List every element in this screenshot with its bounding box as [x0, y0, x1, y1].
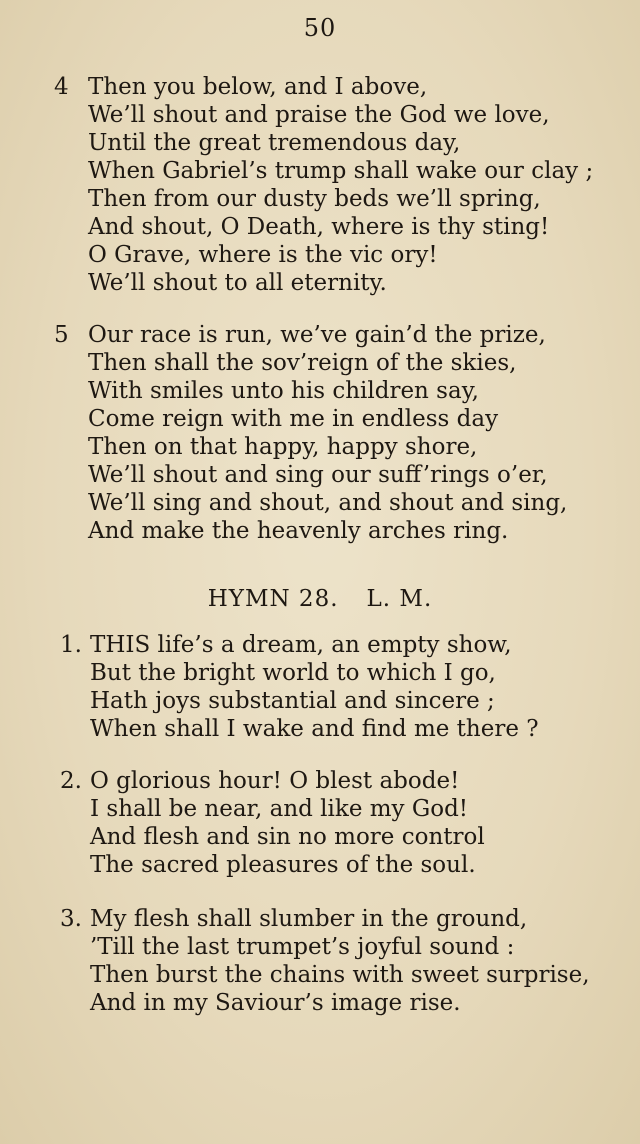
verse-line: When shall I wake and find me there ?	[90, 716, 539, 742]
verse-line: But the bright world to which I go,	[90, 660, 496, 686]
verse-line: And make the heavenly arches ring.	[88, 518, 509, 544]
verse-line: Until the great tremendous day,	[88, 130, 461, 156]
verse-line: Then shall the sov’reign of the skies,	[88, 350, 517, 376]
verse-line: Our race is run, we’ve gain’d the prize,	[88, 322, 546, 348]
verse-line: We’ll sing and shout, and shout and sing,	[88, 490, 568, 516]
verse-line: And shout, O Death, where is thy sting!	[88, 214, 550, 240]
stanza-number: 2.	[60, 768, 82, 794]
verse-line: Come reign with me in endless day	[88, 406, 499, 432]
hymn-title: HYMN 28.	[207, 586, 339, 612]
verse-line: Then you below, and I above,	[88, 74, 428, 100]
verse-line: My flesh shall slumber in the ground,	[90, 906, 528, 932]
verse-line: ’Till the last trumpet’s joyful sound :	[90, 934, 515, 960]
verse-line: We’ll shout to all eternity.	[88, 270, 387, 296]
verse-line: O Grave, where is the vic ory!	[88, 242, 438, 268]
verse-line: With smiles unto his children say,	[88, 378, 479, 404]
verse-line: O glorious hour! O blest abode!	[90, 768, 460, 794]
stanza-number: 3.	[60, 906, 82, 932]
verse-line: Then on that happy, happy shore,	[88, 434, 478, 460]
verse-line: And flesh and sin no more control	[90, 824, 485, 850]
hymn-heading	[0, 586, 640, 612]
verse-line: The sacred pleasures of the soul.	[90, 852, 476, 878]
stanza-number: 1.	[60, 632, 82, 658]
verse-line: We’ll shout and sing our suff’rings o’er,	[88, 462, 548, 488]
hymn-meter: L. M.	[366, 586, 433, 612]
verse-line: Then from our dusty beds we’ll spring,	[88, 186, 541, 212]
verse-line: And in my Saviour’s image rise.	[90, 990, 461, 1016]
stanza-number: 5	[54, 322, 69, 348]
verse-line: I shall be near, and like my God!	[90, 796, 469, 822]
page-number: 50	[303, 14, 337, 42]
verse-line: THIS life’s a dream, an empty show,	[90, 632, 512, 658]
verse-line: When Gabriel’s trump shall wake our clay ;	[88, 158, 594, 184]
verse-line: We’ll shout and praise the God we love,	[88, 102, 550, 128]
stanza-number: 4	[54, 74, 69, 100]
verse-line: Then burst the chains with sweet surprise,	[90, 962, 590, 988]
verse-line: Hath joys substantial and sincere ;	[90, 688, 495, 714]
